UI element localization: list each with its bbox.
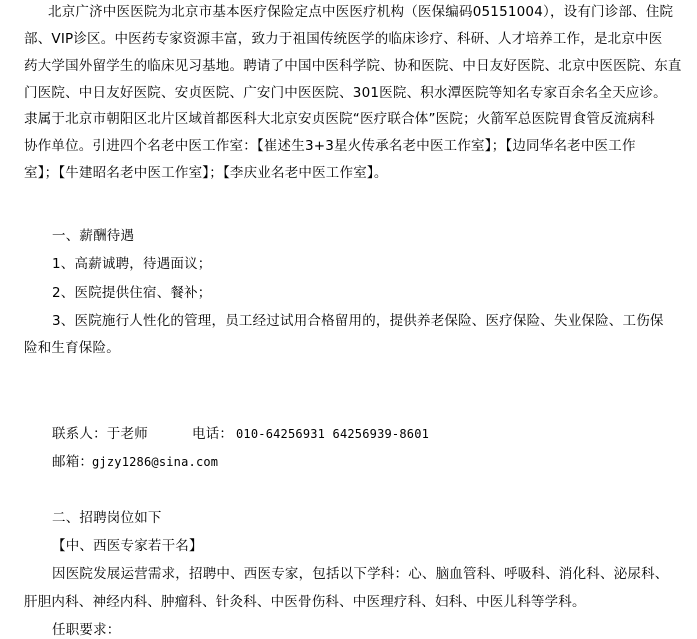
positions-heading: 二、招聘岗位如下 — [52, 510, 162, 526]
positions-requirements-label: 任职要求： — [52, 622, 121, 638]
positions-desc-line-2: 肝胆内科、神经内科、肿瘤科、针灸科、中医骨伤科、中医理疗科、妇科、中医儿科等学科。 — [24, 594, 586, 610]
contact-email[interactable]: gjzy1286@sina.com — [92, 455, 219, 469]
intro-line-4: 门医院、中日友好医院、安贞医院、广安门中医医院、301医院、积水潭医院等知名专家百余名全天应诊。 — [24, 85, 667, 101]
salary-item-1: 1、高薪诚聘，待遇面议； — [52, 256, 212, 272]
intro-line-1: 北京广济中医医院为北京市基本医疗保险定点中医医疗机构（医保编码05151004），设有门诊部、住院 — [48, 4, 674, 20]
contact-phone-numbers: 010-64256931 64256939-8601 — [236, 427, 430, 441]
intro-line-5: 隶属于北京市朝阳区北片区域首都医科大北京安贞医院“医疗联合体”医院；火箭军总医院胃食管反流病科 — [24, 111, 655, 127]
intro-line-6: 协作单位。引进四个名老中医工作室：【崔述生3+3星火传承名老中医工作室】；【边同华名老中医工作 — [24, 138, 636, 154]
contact-person: 联系人：于老师 — [52, 426, 148, 442]
intro-line-3: 药大学国外留学生的临床见习基地。聘请了中国中医科学院、协和医院、中日友好医院、北京中医医院、东直 — [24, 58, 682, 74]
salary-heading: 一、薪酬待遇 — [52, 228, 135, 244]
salary-item-2: 2、医院提供住宿、餐补； — [52, 285, 212, 301]
contact-email-label: 邮箱： — [52, 454, 94, 470]
positions-title: 【中、西医专家若干名】 — [52, 538, 203, 554]
intro-line-7: 室】；【牛建昭名老中医工作室】；【李庆业名老中医工作室】。 — [24, 165, 388, 181]
contact-phone-label: 电话： — [192, 426, 234, 442]
salary-item-3-continued: 险和生育保险。 — [24, 340, 120, 356]
salary-item-3: 3、医院施行人性化的管理，员工经过试用合格留用的，提供养老保险、医疗保险、失业保险、工伤保 — [52, 313, 664, 329]
intro-line-2: 部、VIP诊区。中医药专家资源丰富，致力于祖国传统医学的临床诊疗、科研、人才培养工作，是北京中医 — [24, 31, 663, 47]
positions-desc-line-1: 因医院发展运营需求，招聘中、西医专家，包括以下学科：心、脑血管科、呼吸科、消化科、泌尿科、 — [52, 566, 669, 582]
